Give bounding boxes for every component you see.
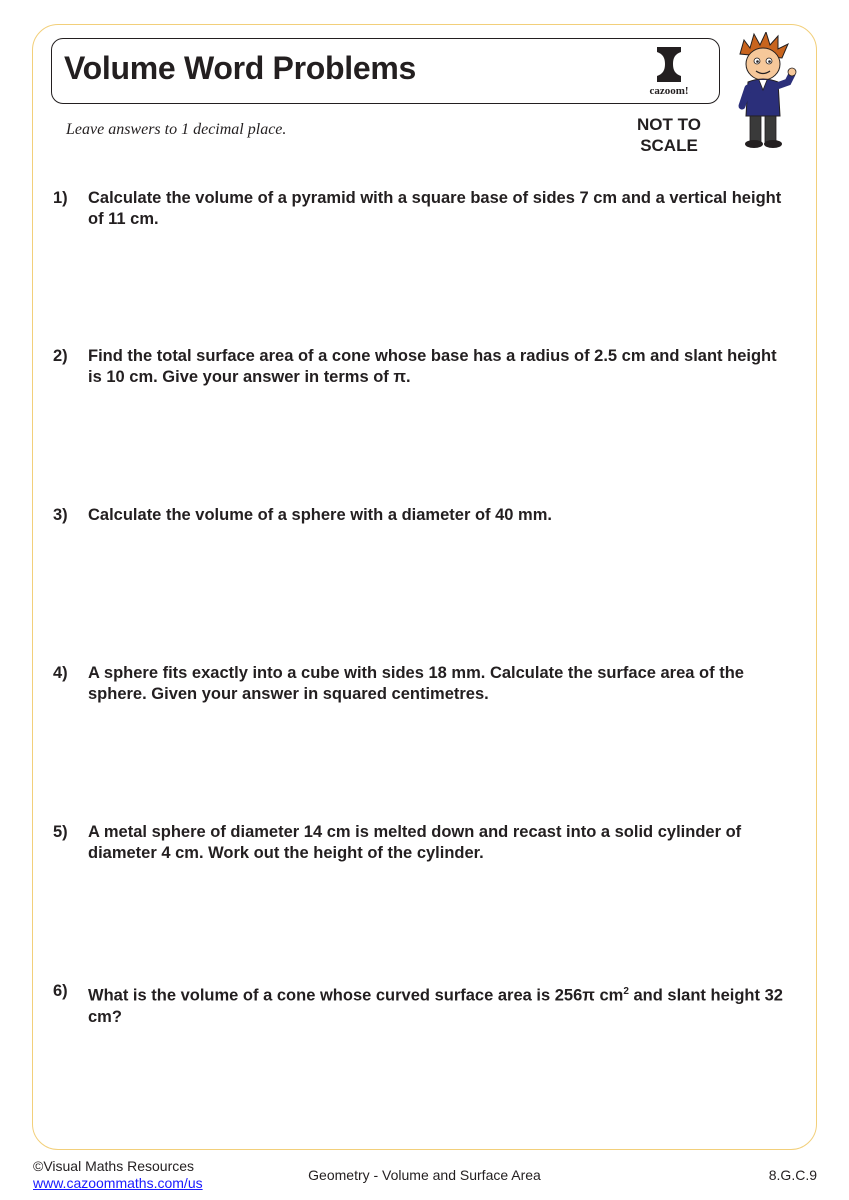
footer-standard: 8.G.C.9 — [768, 1167, 817, 1183]
question-number: 3) — [53, 506, 68, 524]
not-to-scale-line-1: NOT TO — [637, 115, 701, 134]
question-text: Calculate the volume of a sphere with a diameter of 40 mm. — [88, 506, 552, 524]
question-text: A sphere fits exactly into a cube with sides 18 mm. Calculate the surface area of the sphere. Given your answer in squared centimetres. — [88, 664, 744, 703]
not-to-scale-label — [624, 114, 714, 156]
question-text: Calculate the volume of a pyramid with a square base of sides 7 cm and a vertical height of 11 cm. — [88, 189, 782, 228]
question-number: 1) — [53, 189, 68, 207]
question-text-part: What is the volume of a cone whose curved surface area is 256π cm — [88, 986, 624, 1005]
question-number: 4) — [53, 664, 68, 682]
cazoom-logo — [637, 44, 701, 100]
question-number: 6) — [53, 982, 68, 1000]
copyright-text: ©Visual Maths Resources — [33, 1158, 195, 1174]
not-to-scale-line-2: SCALE — [640, 136, 698, 155]
footer-topic: Geometry - Volume and Surface Area — [308, 1167, 541, 1183]
question-text: A metal sphere of diameter 14 cm is melted down and recast into a solid cylinder of diameter 4 cm. Work out the height of the cylinder. — [88, 823, 742, 862]
question-number: 5) — [53, 823, 68, 841]
logo-text: cazoom! — [649, 85, 689, 97]
instruction-text: Leave answers to 1 decimal place. — [66, 121, 287, 138]
page-title: Volume Word Problems — [64, 50, 416, 86]
question-text — [88, 981, 793, 1028]
question-number: 2) — [53, 347, 68, 365]
cazoom-logo-icon — [637, 44, 701, 86]
cartoon-character-image — [730, 32, 798, 150]
question-text: Find the total surface area of a cone whose base has a radius of 2.5 cm and slant height is 10 cm. Give your answer in terms of π. — [88, 347, 777, 386]
superscript: 2 — [623, 986, 629, 997]
website-link[interactable]: www.cazoommaths.com/us — [33, 1175, 203, 1191]
question-text-part: and slant height 32 cm? — [88, 986, 783, 1026]
